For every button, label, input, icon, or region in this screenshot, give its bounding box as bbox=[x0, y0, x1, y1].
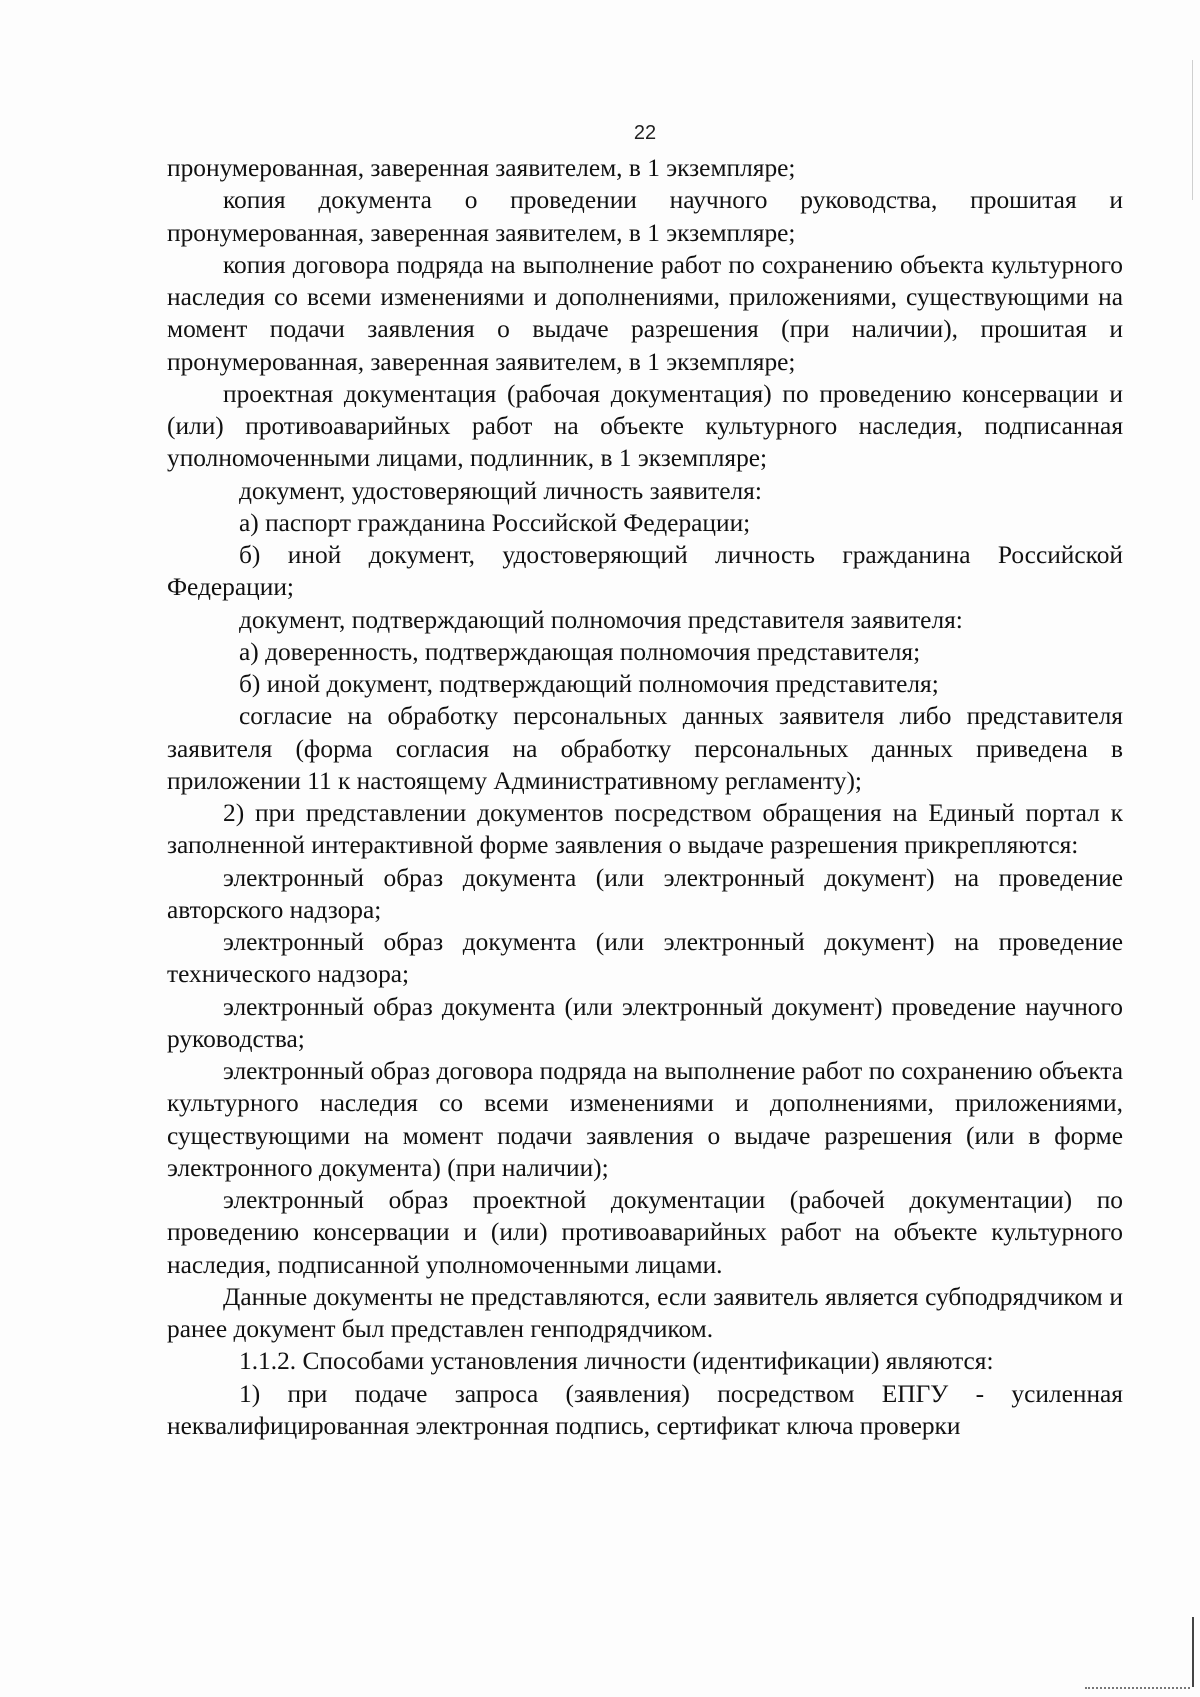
paragraph-subcontractor-note: Данные документы не представляются, если заявитель является субподрядчиком и ранее документ был представлен генподрядчиком. bbox=[167, 1282, 1123, 1343]
paragraph-representative-authority: документ, подтверждающий полномочия представителя заявителя: bbox=[239, 605, 963, 634]
list-item-scientific-guidance: электронный образ документа (или электронный документ) проведение научного руководства; bbox=[167, 992, 1123, 1053]
paragraph-identity-document: документ, удостоверяющий личность заявителя: bbox=[239, 476, 762, 505]
scan-edge-mark bbox=[1085, 1685, 1190, 1689]
list-item-passport: а) паспорт гражданина Российской Федерации; bbox=[239, 508, 751, 537]
list-item-technical-supervision: электронный образ документа (или электронный документ) на проведение технического надзора; bbox=[167, 928, 1123, 989]
paragraph-scientific-guidance-copy: копия документа о проведении научного руководства, прошитая и пронумерованная, заверенная заявителем, в 1 экземпляре; bbox=[167, 186, 1123, 247]
list-item-contract-electronic: электронный образ договора подряда на выполнение работ по сохранению объекта культурного наследия со всеми изменениями и дополнениями, приложениями, существующими на момент подачи заявления о выдаче разрешения (или в форме электронного документа) (при наличии); bbox=[167, 1057, 1123, 1182]
page-body bbox=[167, 152, 1123, 1442]
scan-edge-mark bbox=[1192, 60, 1193, 200]
paragraph-personal-data-consent: согласие на обработку персональных данных заявителя либо представителя заявителя (форма согласия на обработку персональных данных приведена в приложении 11 к настоящему Административному регламенту); bbox=[167, 702, 1123, 795]
page-number: 22 bbox=[633, 122, 657, 144]
paragraph-unified-portal-submission: 2) при представлении документов посредством обращения на Единый портал к заполненной интерактивной форме заявления о выдаче разрешения прикрепляются: bbox=[167, 799, 1123, 860]
list-item-author-supervision: электронный образ документа (или электронный документ) на проведение авторского надзора; bbox=[167, 863, 1123, 924]
scan-edge-mark bbox=[1192, 1617, 1194, 1687]
list-item-project-documentation-electronic: электронный образ проектной документации (рабочей документации) по проведению консервации и (или) противоаварийных работ на объекте культурного наследия, подписанной уполномоченными лицами. bbox=[167, 1186, 1123, 1279]
section-heading-identification: 1.1.2. Способами установления личности (идентификации) являются: bbox=[239, 1347, 994, 1376]
paragraph-continuation: пронумерованная, заверенная заявителем, в 1 экземпляре; bbox=[167, 154, 796, 182]
list-item-other-authority-document: б) иной документ, подтверждающий полномочия представителя; bbox=[239, 670, 939, 698]
list-item-power-of-attorney: а) доверенность, подтверждающая полномочия представителя; bbox=[239, 637, 921, 666]
list-item-epgu-signature: 1) при подаче запроса (заявления) посредством ЕПГУ - усиленная неквалифицированная электронная подпись, сертификат ключа проверки bbox=[167, 1379, 1123, 1440]
paragraph-project-documentation: проектная документация (рабочая документация) по проведению консервации и (или) противоаварийных работ на объекте культурного наследия, подписанная уполномоченными лицами, подлинник, в 1 экземпляре; bbox=[167, 379, 1123, 473]
list-item-other-identity-document: б) иной документ, удостоверяющий личность гражданина Российской Федерации; bbox=[167, 541, 1123, 602]
paragraph-contract-copy: копия договора подряда на выполнение работ по сохранению объекта культурного наследия со всеми изменениями и дополнениями, приложениями, существующими на момент подачи заявления о выдаче разрешения (при наличии), прошитая и пронумерованная, заверенная заявителем, в 1 экземпляре; bbox=[167, 250, 1123, 376]
